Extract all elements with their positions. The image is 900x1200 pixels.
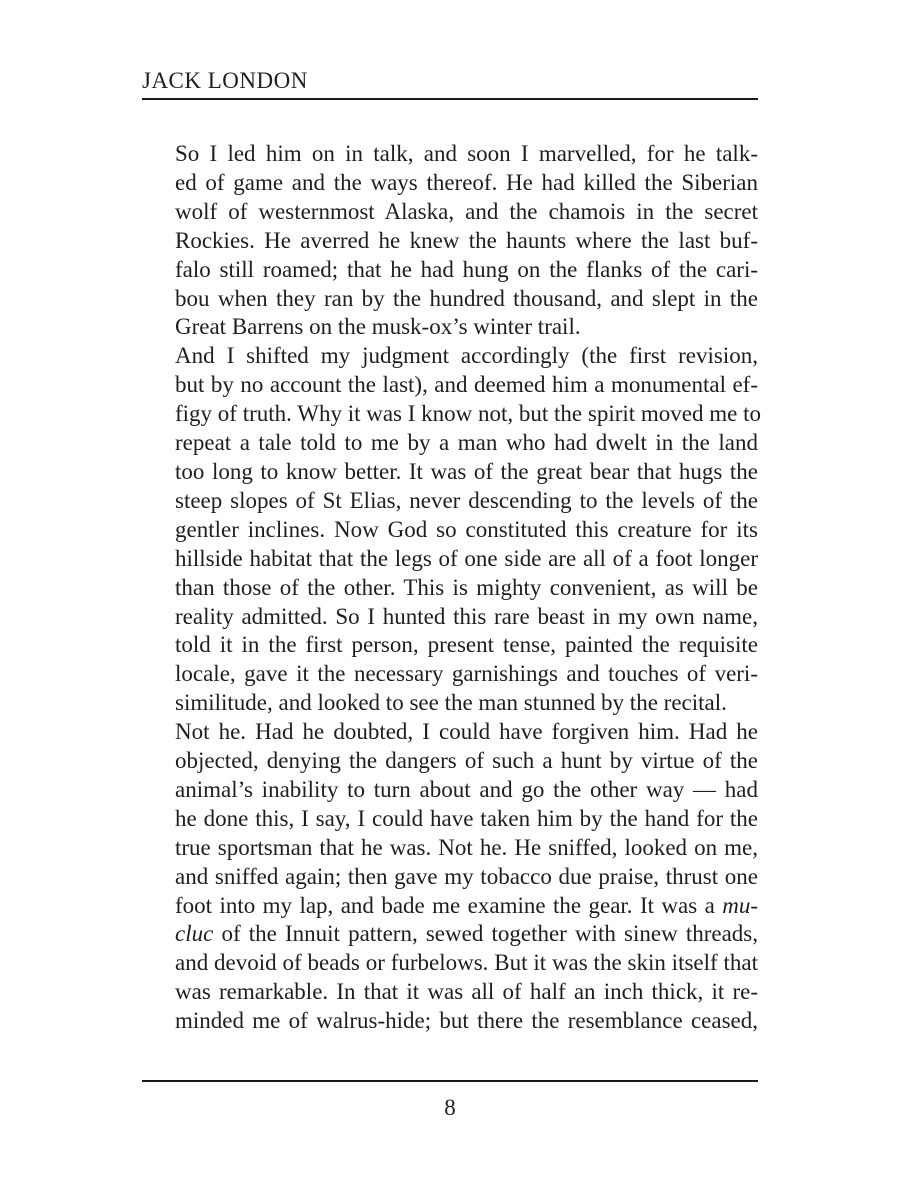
text-line: figy of truth. Why it was I know not, but the spirit moved me to [175,401,762,427]
text-line [142,892,758,921]
text-line: Not he. Had he doubted, I could have forgiven him. Had he [175,719,758,745]
text-line: but by no account the last), and deemed him a monumental ef- [175,372,758,398]
text-line [142,920,758,949]
text-line: repeat a tale told to me by a man who had dwelt in the land [175,430,758,456]
text-line: true sportsman that he was. Not he. He sniffed, looked on me, [175,834,758,860]
text-line: than those of the other. This is mighty convenient, as will be [175,574,758,600]
paragraph-2 [142,342,762,718]
text-line: told it in the first person, present tense, painted the requisite [175,632,758,658]
text-line: locale, gave it the necessary garnishings and touches of veri- [175,661,758,687]
text-line: animal’s inability to turn about and go the other way — had [175,776,758,802]
paragraph-1 [142,140,758,342]
text-line: So I led him on in talk, and soon I marvelled, for he talk- [175,141,758,166]
page-number: 8 [444,1095,456,1120]
text-line: minded me of walrus-hide; but there the resemblance ceased, [175,1008,758,1034]
text-line: and sniffed again; then gave my tobacco due praise, thrust one [175,863,758,889]
text-line: bou when they ran by the hundred thousand, and slept in the [175,285,758,311]
footer-rule [142,1080,758,1082]
text-line: wolf of westernmost Alaska, and the chamois in the secret [175,198,758,224]
text-line: falo still roamed; that he had hung on the flanks of the cari- [175,256,758,282]
running-header: JACK LONDON [142,68,758,100]
text-segment: foot into my lap, and bade me examine the gear. It was a [175,892,723,918]
text-line: objected, denying the dangers of such a hunt by virtue of the [175,748,758,774]
text-line: gentler inclines. Now God so constituted this creature for its [175,516,758,542]
text-line: hillside habitat that the legs of one side are all of a foot longer [175,545,758,571]
body-text [142,140,762,1036]
paragraph-3 [142,718,758,1036]
text-line: he done this, I say, I could have taken him by the hand for the [175,805,758,831]
text-line: reality admitted. So I hunted this rare beast in my own name, [175,603,758,629]
text-line: Great Barrens on the musk-ox’s winter trail. [175,314,581,340]
text-segment: of the Innuit pattern, sewed together with sinew threads, [213,921,758,947]
text-line: steep slopes of St Elias, never descending to the levels of the [175,487,758,513]
text-line: similitude, and looked to see the man stunned by the recital. [175,690,727,716]
text-line: And I shifted my judgment accordingly (the first revision, [175,343,758,369]
text-line: and devoid of beads or furbelows. But it was the skin itself that [175,950,758,976]
text-line: ed of game and the ways thereof. He had killed the Siberian [175,169,758,195]
italic-word: cluc [175,921,214,947]
text-line: too long to know better. It was of the great bear that hugs the [175,458,758,484]
text-line: was remarkable. In that it was all of half an inch thick, it re- [175,979,758,1005]
text-line: Rockies. He averred he knew the haunts where the last buf- [175,227,758,253]
italic-word: mu- [722,892,758,918]
